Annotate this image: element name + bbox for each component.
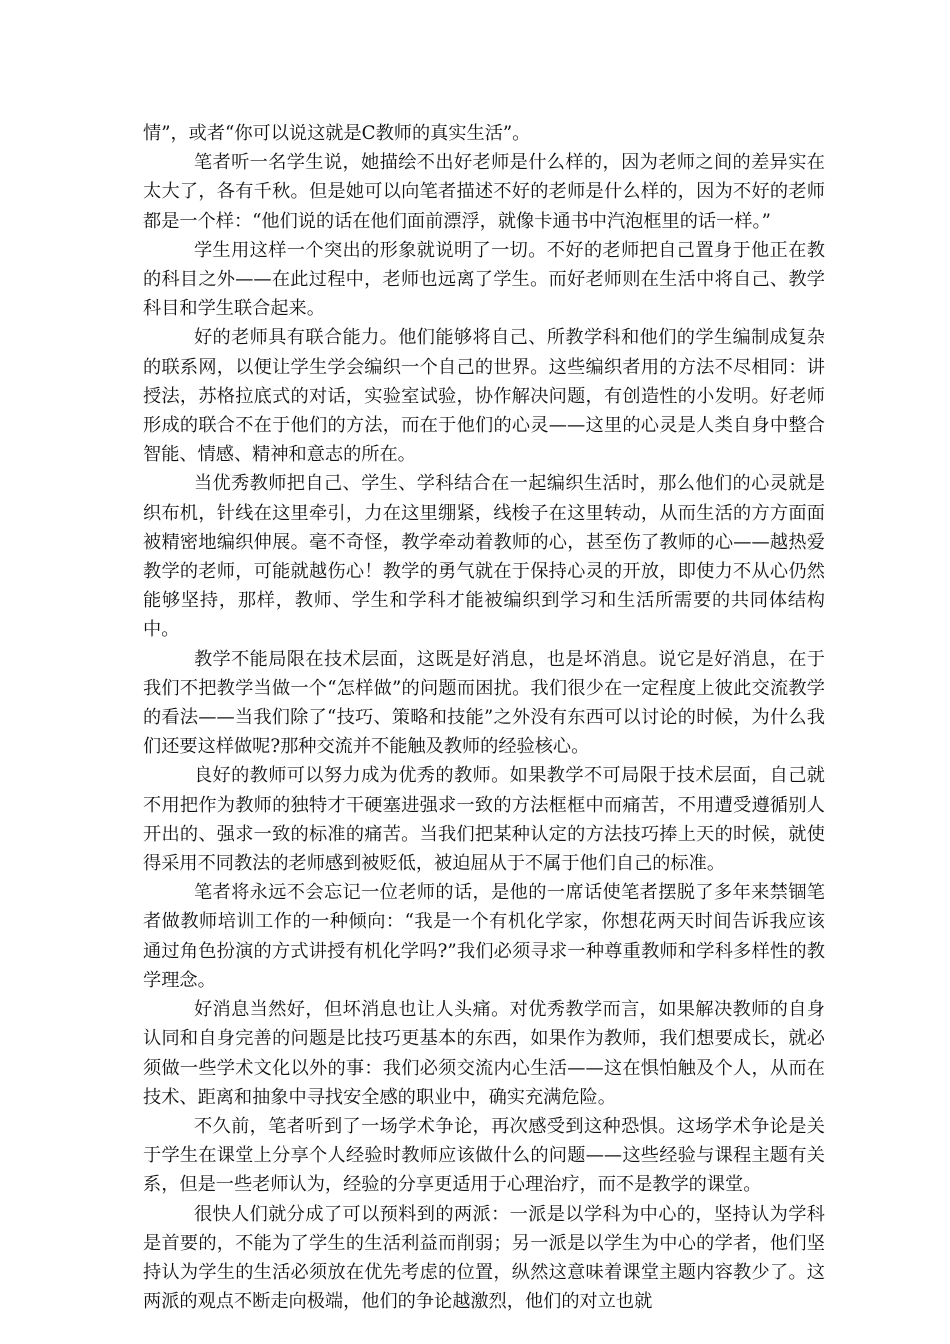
paragraph: 好的老师具有联合能力。他们能够将自己、所教学科和他们的学生编制成复杂的联系网，以便让学生学会编织一个自己的世界。这些编织者用的方法不尽相同：讲授法，苏格拉底式的对话，实验室试验，协作解决问题，有创造性的小发明。好老师形成的联合不在于他们的方法，而在于他们的心灵——这里的心灵是人类自身中整合智能、情感、精神和意志的所在。 bbox=[143, 327, 825, 466]
document-page bbox=[143, 119, 825, 1316]
paragraph: 教学不能局限在技术层面，这既是好消息，也是坏消息。说它是好消息，在于我们不把教学当做一个“怎样做”的问题而困扰。我们很少在一定程度上彼此交流教学的看法——当我们除了“技巧、策略和技能”之外没有东西可以讨论的时候，为什么我们还要这样做呢?那种交流并不能触及教师的经验核心。 bbox=[143, 648, 825, 758]
paragraph: 笔者听一名学生说，她描绘不出好老师是什么样的，因为老师之间的差异实在太大了，各有千秋。但是她可以向笔者描述不好的老师是什么样的，因为不好的老师都是一个样：“他们说的话在他们面前漂浮，就像卡通书中汽泡框里的话一样。” bbox=[143, 152, 825, 232]
paragraph: 笔者将永远不会忘记一位老师的话，是他的一席话使笔者摆脱了多年来禁锢笔者做教师培训工作的一种倾向：“我是一个有机化学家，你想花两天时间告诉我应该通过角色扮演的方式讲授有机化学吗?”我们必须寻求一种尊重教师和学科多样性的教学理念。 bbox=[143, 882, 825, 991]
paragraph: 不久前，笔者听到了一场学术争论，再次感受到这种恐惧。这场学术争论是关于学生在课堂上分享个人经验时教师应该做什么的问题——这些经验与课程主题有关系，但是一些老师认为，经验的分享更适用于心理治疗，而不是教学的课堂。 bbox=[143, 1115, 825, 1196]
paragraph: 良好的教师可以努力成为优秀的教师。如果教学不可局限于技术层面，自己就不用把作为教师的独特才干硬塞进强求一致的方法框框中而痛苦，不用遭受遵循别人开出的、强求一致的标准的痛苦。当我们把某种认定的方法技巧捧上天的时候，就使得采用不同教法的老师感到被贬低，被迫屈从于不属于他们自己的标准。 bbox=[143, 765, 825, 875]
paragraph: 学生用这样一个突出的形象就说明了一切。不好的老师把自己置身于他正在教的科目之外——在此过程中，老师也远离了学生。而好老师则在生活中将自己、教学科目和学生联合起来。 bbox=[143, 239, 825, 320]
paragraph: 好消息当然好，但坏消息也让人头痛。对优秀教学而言，如果解决教师的自身认同和自身完善的问题是比技巧更基本的东西，如果作为教师，我们想要成长，就必须做一些学术文化以外的事：我们必须交流内心生活——这在惧怕触及个人，从而在技术、距离和抽象中寻找安全感的职业中，确实充满危险。 bbox=[143, 999, 825, 1108]
paragraph: 很快人们就分成了可以预料到的两派：一派是以学科为中心的，坚持认为学科是首要的，不能为了学生的生活利益而削弱；另一派是以学生为中心的学者，他们坚持认为学生的生活必须放在优先考虑的位置，纵然这意味着课堂主题内容教少了。这两派的观点不断走向极端，他们的争论越激烈，他们的对立也就 bbox=[143, 1203, 825, 1313]
paragraph: 当优秀教师把自己、学生、学科结合在一起编织生活时，那么他们的心灵就是织布机，针线在这里牵引，力在这里绷紧，线梭子在这里转动，从而生活的方方面面被精密地编织伸展。毫不奇怪，教学牵动着教师的心，甚至伤了教师的心——越热爱教学的老师，可能就越伤心！教学的勇气就在于保持心灵的开放，即使力不从心仍然能够坚持，那样，教师、学生和学科才能被编织到学习和生活所需要的共同体结构中。 bbox=[143, 473, 825, 641]
paragraph-continuation: 情”，或者“你可以说这就是C教师的真实生活”。 bbox=[143, 123, 531, 144]
